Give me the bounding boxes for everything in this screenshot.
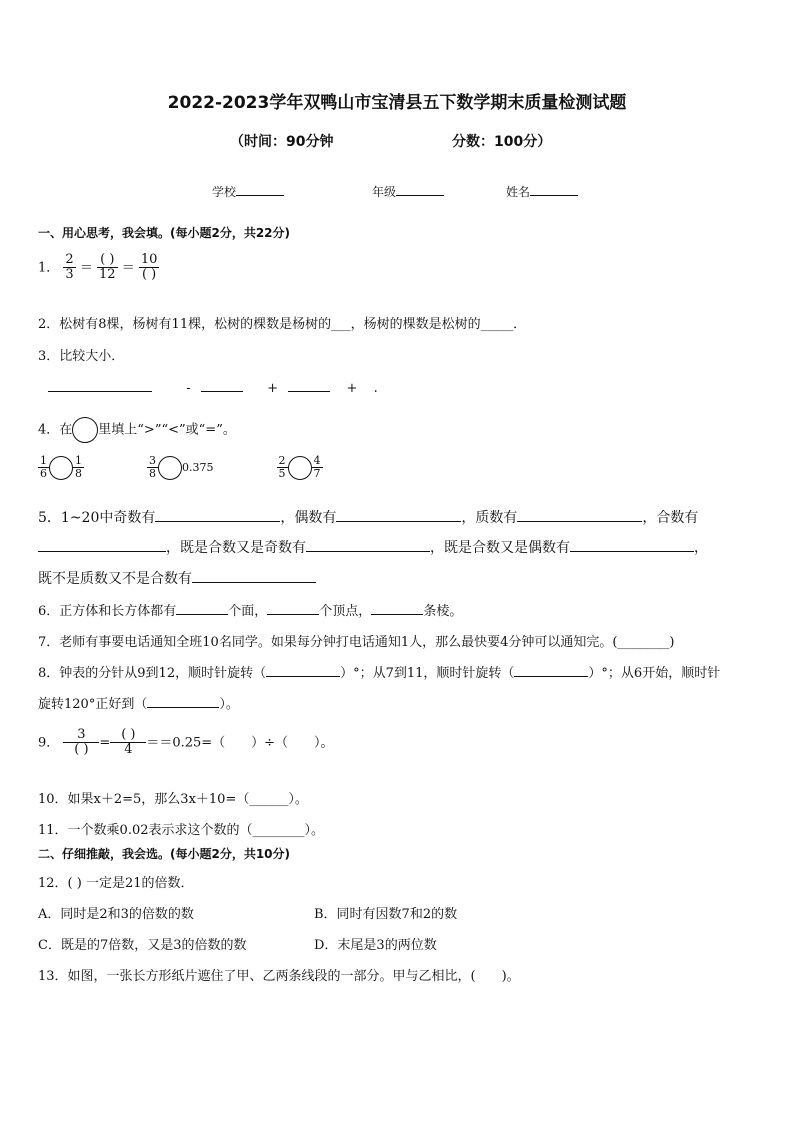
rotation-blank-2[interactable] xyxy=(514,663,588,677)
question-8-line-1: 8．钟表的分针从9到12，顺时针旋转（ ）°；从7到11，顺时针旋转（ ）°；从6开始，顺时针 xyxy=(38,662,720,681)
question-9: 9． $\frac{3}{( )}$ = $\frac{( )}{4}$ ＝＝0.25=（ ）÷（ ）。 xyxy=(38,727,334,758)
question-2: 2．松树有8棵，杨树有11棵，松树的棵数是杨树的___，杨树的棵数是松树的_____． xyxy=(38,317,527,332)
neither-blank[interactable] xyxy=(192,569,316,583)
fraction-c[interactable]: $\frac{10}{( )}$ xyxy=(140,252,158,283)
answer-circle-3[interactable] xyxy=(288,456,312,480)
option-d[interactable]: D．末尾是3的两位数 xyxy=(314,938,437,953)
rotation-blank-1[interactable] xyxy=(266,663,340,677)
question-10: 10．如果x＋2=5，那么3x＋10=（______）。 xyxy=(38,792,308,807)
question-4-items xyxy=(38,455,323,480)
exam-time: （时间：90分钟 xyxy=(230,134,334,150)
question-8-line-2: 旋转120°正好到（ ）。 xyxy=(38,693,239,712)
fraction-q9-b[interactable]: $\frac{( )}{4}$ xyxy=(110,728,146,758)
compare-item-1: $\frac{1}{6}$ $\frac{1}{8}$ xyxy=(40,454,82,481)
answer-circle-1[interactable] xyxy=(49,456,73,480)
edges-blank[interactable] xyxy=(371,601,423,615)
name-field: 姓名 xyxy=(506,182,578,200)
composite-blank[interactable] xyxy=(38,538,166,552)
question-7: 7．老师有事要电话通知全班10名同学。如果每分钟打电话通知1人，那么最快要4分钟可以通知完。(________) xyxy=(38,635,675,650)
section2-heading: 二、仔细推敲，我会选。(每小题2分，共10分) xyxy=(38,847,291,861)
fraction-b[interactable]: $\frac{( )}{12}$ xyxy=(99,252,116,283)
question-5-line-2: ，既是合数又是奇数有 ，既是合数又是偶数有 ， xyxy=(38,537,708,557)
question-1: 1． $\frac{2}{3}$ ＝ $\frac{( )}{12}$ ＝ $\frac{10}{( )}$ xyxy=(38,252,158,283)
rotation-blank-3[interactable] xyxy=(147,694,219,708)
question-13: 13．如图，一张长方形纸片遮住了甲、乙两条线段的一部分。甲与乙相比，( )。 xyxy=(38,969,520,984)
faces-blank[interactable] xyxy=(176,601,228,615)
odd-blank[interactable] xyxy=(155,508,280,522)
compare-item-2: $\frac{3}{8}$ 0.375 xyxy=(149,454,214,481)
fraction-q9-a[interactable]: $\frac{3}{( )}$ xyxy=(63,728,99,758)
compare-circle xyxy=(72,417,98,443)
option-c[interactable]: C．既是的7倍数，又是3的倍数的数 xyxy=(38,938,247,953)
question-3: 3．比较大小． xyxy=(38,349,125,364)
question-3-row: - + + . xyxy=(48,378,378,396)
compare-blank-3[interactable] xyxy=(288,378,330,392)
compare-blank-1[interactable] xyxy=(48,378,152,392)
even-composite-blank[interactable] xyxy=(570,538,694,552)
even-blank[interactable] xyxy=(336,508,461,522)
school-blank[interactable] xyxy=(236,182,284,196)
question-11: 11．一个数乘0.02表示求这个数的（________）。 xyxy=(38,823,324,838)
grade-blank[interactable] xyxy=(396,182,444,196)
page-title: 2022-2023学年双鸭山市宝清县五下数学期末质量检测试题 xyxy=(167,93,627,113)
name-blank[interactable] xyxy=(530,182,578,196)
odd-composite-blank[interactable] xyxy=(306,538,430,552)
section1-heading: 一、用心思考，我会填。(每小题2分，共22分) xyxy=(38,226,291,240)
vertices-blank[interactable] xyxy=(267,601,319,615)
fraction-a: $\frac{2}{3}$ xyxy=(65,252,74,283)
question-4: 4．在 里填上“>”“<”或“=”。 xyxy=(38,417,236,443)
question-5-line-1: 5．1~20中奇数有 ，偶数有 ，质数有 ，合数有 xyxy=(38,510,699,526)
school-field: 学校 xyxy=(212,182,284,200)
option-a[interactable]: A．同时是2和3的倍数的数 xyxy=(38,907,194,922)
question-12: 12．( ) 一定是21的倍数． xyxy=(38,876,194,891)
exam-score: 分数：100分） xyxy=(452,134,552,150)
grade-field: 年级 xyxy=(372,182,444,200)
option-b[interactable]: B．同时有因数7和2的数 xyxy=(314,907,458,922)
answer-circle-2[interactable] xyxy=(158,456,182,480)
compare-item-3: $\frac{2}{5}$ $\frac{4}{7}$ xyxy=(278,454,321,481)
question-5-line-3: 既不是质数又不是合数有 xyxy=(38,568,316,588)
prime-blank[interactable] xyxy=(517,508,642,522)
question-6: 6．正方体和长方体都有 个面， 个顶点， 条棱。 xyxy=(38,600,462,619)
compare-blank-2[interactable] xyxy=(201,378,243,392)
